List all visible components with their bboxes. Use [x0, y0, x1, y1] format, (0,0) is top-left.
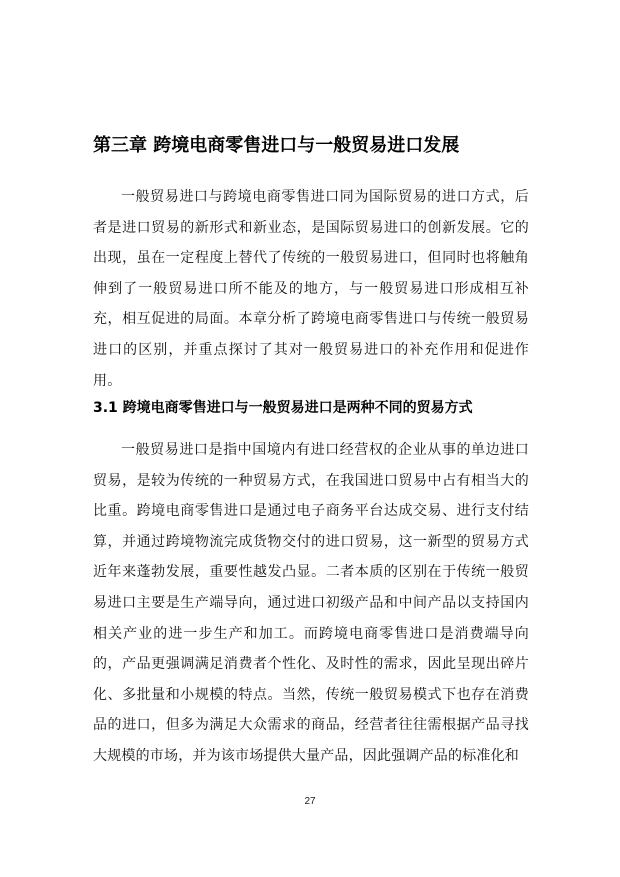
- section-title: 3.1 跨境电商零售进口与一般贸易进口是两种不同的贸易方式: [93, 400, 473, 416]
- chapter-title: 第三章 跨境电商零售进口与一般贸易进口发展: [93, 135, 460, 156]
- chapter-intro-paragraph: 一般贸易进口与跨境电商零售进口同为国际贸易的进口方式，后者是进口贸易的新形式和新业态，是国际贸易进口的创新发展。它的出现，虽在一定程度上替代了传统的一般贸易进口，但同时也将触角伸到了一般贸易进口所不能及的地方，与一般贸易进口形成相互补充，相互促进的局面。本章分析了跨境电商零售进口与传统一般贸易进口的区别，并重点探讨了其对一般贸易进口的补充作用和促进作用。: [93, 189, 529, 389]
- page-number: 27: [304, 796, 316, 807]
- section-body-paragraph: 一般贸易进口是指中国境内有进口经营权的企业从事的单边进口贸易，是较为传统的一种贸易方式，在我国进口贸易中占有相当大的比重。跨境电商零售进口是通过电子商务平台达成交易、进行支付结算，并通过跨境物流完成货物交付的进口贸易，这一新型的贸易方式近年来蓬勃发展，重要性越发凸显。二者本质的区别在于传统一般贸易进口主要是生产端导向，通过进口初级产品和中间产品以支持国内相关产业的进一步生产和加工。而跨境电商零售进口是消费端导向的，产品更强调满足消费者个性化、及时性的需求，因此呈现出碎片化、多批量和小规模的特点。当然，传统一般贸易模式下也存在消费品的进口，但多为满足大众需求的商品，经营者往往需根据产品寻找大规模的市场，并为该市场提供大量产品，因此强调产品的标准化和: [93, 442, 529, 764]
